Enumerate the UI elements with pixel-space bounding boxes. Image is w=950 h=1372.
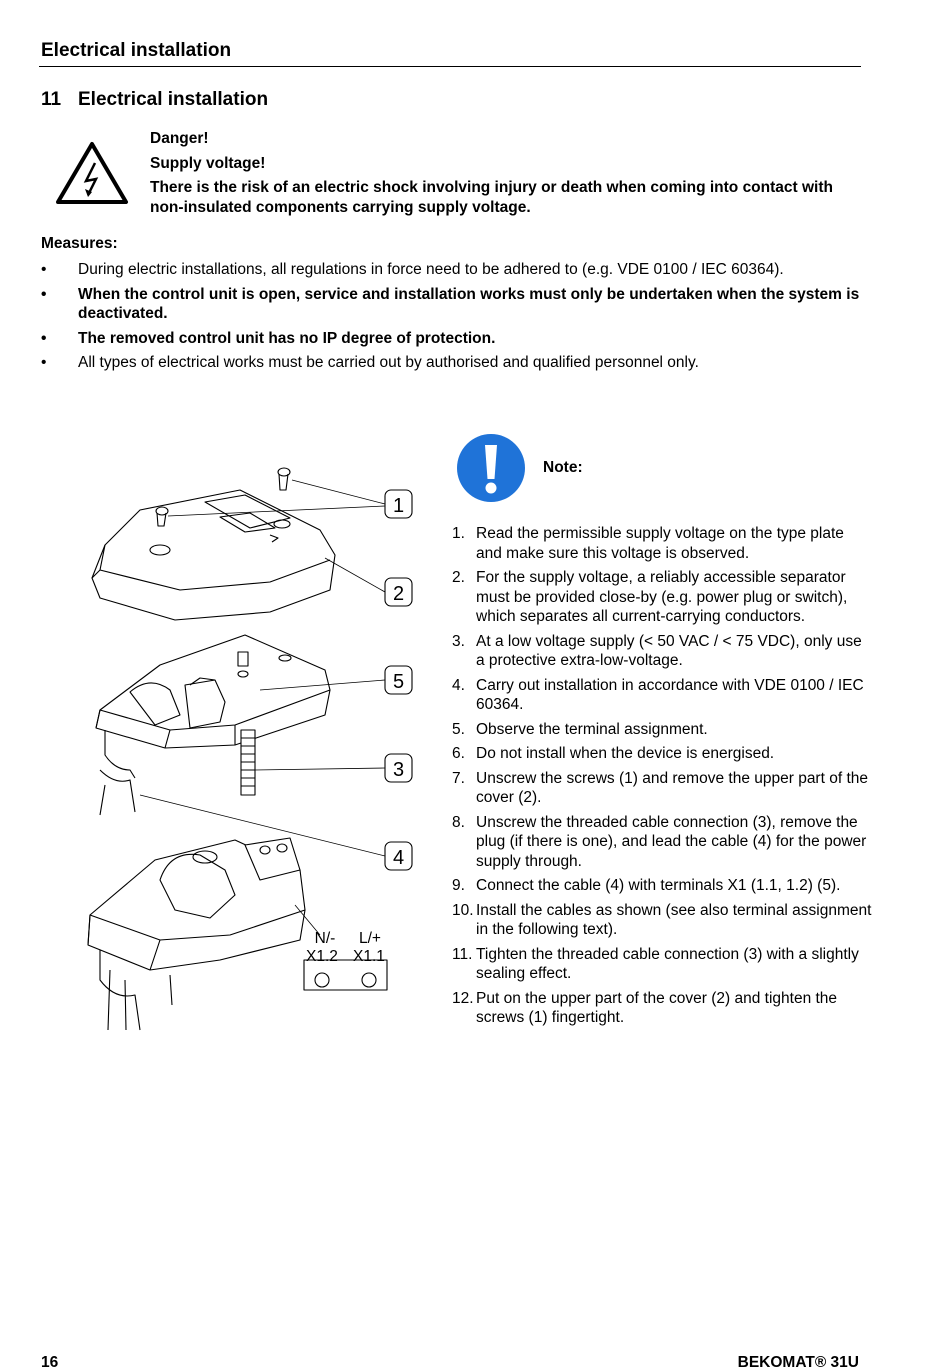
step-text: Do not install when the device is energised. — [476, 745, 775, 762]
step-text: At a low voltage supply (< 50 VAC / < 75 VDC), only use a protective extra-low-voltage. — [476, 632, 862, 669]
step-item — [452, 744, 872, 764]
product-name: BEKOMAT® 31U — [737, 1354, 859, 1371]
lower-housing-drawing — [96, 635, 330, 815]
step-item — [452, 720, 872, 740]
step-item — [452, 813, 872, 872]
measure-text: During electric installations, all regulations in force need to be adhered to (e.g. VDE 0100 / IEC 60364). — [78, 261, 784, 278]
step-number: 9. — [452, 877, 465, 894]
measure-text: The removed control unit has no IP degree of protection. — [78, 329, 496, 347]
page-number: 16 — [41, 1354, 59, 1371]
danger-heading: Danger! — [150, 130, 209, 147]
terminal-polarity-live: L/+ — [359, 930, 381, 947]
danger-description: There is the risk of an electric shock involving injury or death when coming into contact with non-insulated components carrying supply voltage. — [150, 179, 833, 216]
step-number: 6. — [452, 745, 465, 762]
callout-2: 2 — [392, 583, 405, 605]
step-text: Connect the cable (4) with terminals X1 (1.1, 1.2) (5). — [476, 877, 841, 894]
danger-warning-text — [150, 129, 870, 222]
step-item — [452, 632, 872, 671]
measure-item — [41, 285, 871, 324]
step-item — [452, 945, 872, 984]
step-text: Unscrew the threaded cable connection (3), remove the plug (if there is one), and lead the cable (4) for the power supply through. — [476, 813, 867, 870]
measures-list — [41, 260, 871, 378]
step-number: 1. — [452, 525, 465, 542]
step-number: 2. — [452, 569, 465, 586]
step-text: Install the cables as shown (see also terminal assignment in the following text). — [476, 901, 872, 938]
callout-3: 3 — [392, 759, 405, 781]
step-number: 3. — [452, 632, 465, 650]
measures-label: Measures: — [41, 235, 118, 252]
section-title-text: Electrical installation — [78, 89, 269, 110]
measure-item — [41, 260, 871, 280]
step-item — [452, 876, 872, 896]
high-voltage-warning-icon — [55, 141, 129, 205]
step-number: 7. — [452, 769, 465, 787]
step-number: 10. — [452, 901, 474, 919]
measure-item — [41, 353, 871, 373]
bullet: • — [41, 285, 47, 303]
step-item — [452, 568, 872, 627]
callout-1: 1 — [392, 495, 405, 517]
section-number: 11 — [41, 89, 62, 110]
step-text: Unscrew the screws (1) and remove the upper part of the cover (2). — [476, 769, 868, 806]
bullet: • — [41, 261, 47, 278]
upper-cover-drawing — [92, 490, 335, 620]
step-text: Tighten the threaded cable connection (3) with a slightly sealing effect. — [476, 945, 859, 982]
step-item — [452, 524, 872, 563]
running-header: Electrical installation — [41, 40, 232, 61]
step-number: 5. — [452, 720, 465, 738]
step-item — [452, 901, 872, 940]
step-number: 12. — [452, 989, 474, 1007]
danger-subheading: Supply voltage! — [150, 154, 266, 172]
terminal-polarity-neutral: N/- — [314, 930, 336, 947]
step-number: 8. — [452, 813, 465, 831]
step-text: Observe the terminal assignment. — [476, 720, 708, 738]
header-divider — [39, 66, 861, 67]
callout-5: 5 — [392, 671, 405, 693]
measure-text: All types of electrical works must be carried out by authorised and qualified personnel only. — [78, 354, 699, 371]
bullet: • — [41, 329, 47, 347]
terminal-label-x1-1: X1.1 — [353, 948, 385, 965]
callout-4: 4 — [392, 847, 405, 869]
installation-steps-list — [452, 524, 872, 1033]
step-text: Carry out installation in accordance with VDE 0100 / IEC 60364. — [476, 676, 864, 713]
step-number: 4. — [452, 676, 465, 694]
note-label: Note: — [543, 459, 583, 476]
step-item — [452, 769, 872, 808]
exclamation-note-icon — [456, 433, 526, 503]
base-housing-drawing — [88, 838, 305, 1030]
step-item — [452, 989, 872, 1028]
terminal-label-x1-2: X1.2 — [306, 948, 338, 965]
measure-item — [41, 329, 871, 349]
section-title — [41, 89, 268, 111]
step-text: Put on the upper part of the cover (2) and tighten the screws (1) fingertight. — [476, 989, 838, 1026]
step-number: 11. — [452, 945, 473, 963]
installation-exploded-drawing — [60, 440, 430, 1040]
bullet: • — [41, 354, 47, 371]
step-text: For the supply voltage, a reliably accessible separator must be provided close-by (e.g. power plug or switch), which separates all current-carrying conductors. — [476, 569, 848, 625]
measure-text: When the control unit is open, service and installation works must only be undertaken when the system is deactivated. — [78, 285, 860, 322]
step-text: Read the permissible supply voltage on the type plate and make sure this voltage is observed. — [476, 525, 844, 562]
step-item — [452, 676, 872, 715]
